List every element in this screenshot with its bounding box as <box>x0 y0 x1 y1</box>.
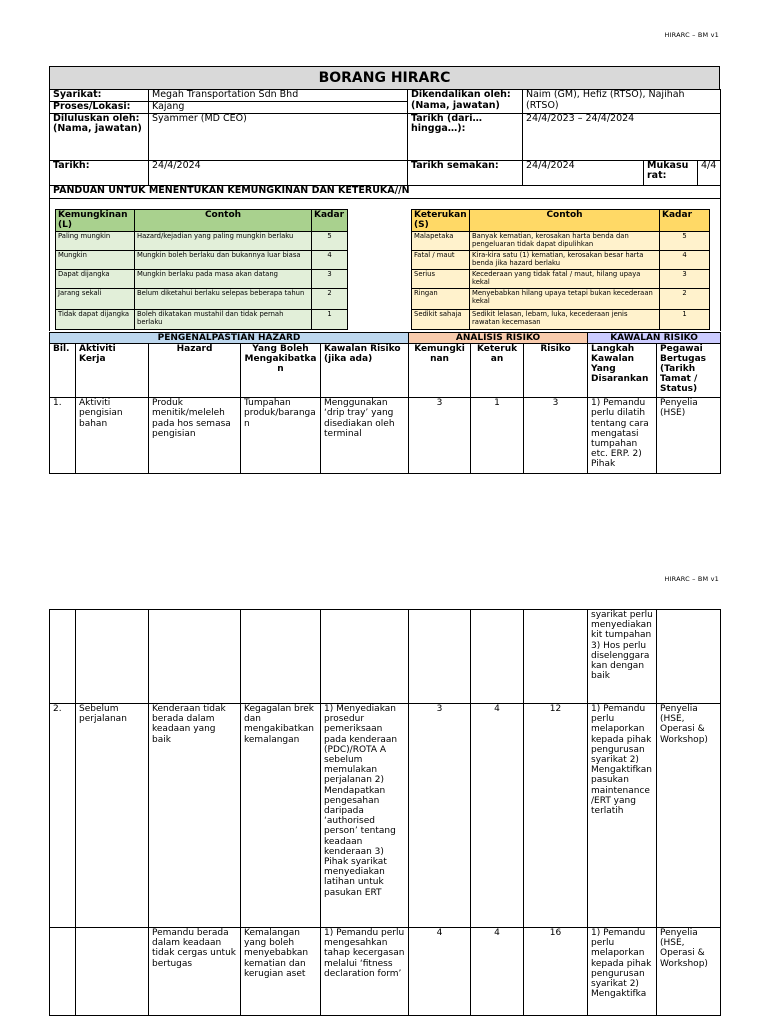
syarikat-value: Megah Transportation Sdn Bhd <box>149 90 408 102</box>
row1-langkah: 1) Pemandu perlu dilatih tentang cara mengatasi tumpahan etc. ERP. 2) Pihak <box>588 398 657 474</box>
severity-header-s: Keterukan (S) <box>412 210 470 232</box>
col-keterukan: Keterukan <box>471 344 524 398</box>
mukasurat-label: Mukasu rat: <box>644 160 698 185</box>
section-analisis: ANALISIS RISIKO <box>409 333 588 344</box>
row3-akibat: Kemalangan yang boleh menyebabkan kematian dan kerugian aset <box>241 928 321 1016</box>
tarikh-dari-label: Tarikh (dari… hingga…): <box>408 113 523 160</box>
likelihood-row: Tidak dapat dijangka <box>56 310 135 330</box>
mukasurat-value: 4/4 <box>698 160 721 185</box>
col-kemungkinan: Kemungkinan <box>409 344 471 398</box>
likelihood-rate: 1 <box>312 310 348 330</box>
severity-row: Serius <box>412 270 470 289</box>
col-akibat: Yang Boleh Mengakibatkan <box>241 344 321 398</box>
hirarc-table-page2 <box>49 609 721 1016</box>
row2-bil: 2. <box>50 704 76 928</box>
likelihood-example: Mungkin berlaku pada masa akan datang <box>135 270 312 289</box>
row3-hazard: Pemandu berada dalam keadaan tidak cergas untuk bertugas <box>149 928 241 1016</box>
severity-example: Sedikit lelasan, lebam, luka, kecederaan jenis rawatan kecemasan <box>470 310 660 330</box>
row2-keterukan: 4 <box>471 704 524 928</box>
likelihood-example: Belum diketahui berlaku selepas beberapa tahun <box>135 289 312 310</box>
severity-header-kadar: Kadar <box>660 210 710 232</box>
row2-aktiviti: Sebelum perjalanan <box>76 704 149 928</box>
likelihood-example: Mungkin boleh berlaku dan bukannya luar biasa <box>135 251 312 270</box>
row2-akibat: Kegagalan brek dan mengakibatkan kemalangan <box>241 704 321 928</box>
proses-label: Proses/Lokasi: <box>50 102 149 114</box>
row1-akibat: Tumpahan produk/barangan <box>241 398 321 474</box>
col-aktiviti: Aktiviti Kerja <box>76 344 149 398</box>
row1-cont-bil <box>50 610 76 704</box>
semakan-value: 24/4/2024 <box>523 160 644 185</box>
likelihood-example: Hazard/kejadian yang paling mungkin berlaku <box>135 232 312 251</box>
row3-aktiviti <box>76 928 149 1016</box>
row1-cont-kawalan <box>321 610 409 704</box>
likelihood-rate: 3 <box>312 270 348 289</box>
row1-cont-langkah: syarikat perlu menyediakan kit tumpahan 3) Hos perlu diselenggarakan dengan baik <box>588 610 657 704</box>
row1-kawalan: Menggunakan ‘drip tray’ yang disediakan oleh terminal <box>321 398 409 474</box>
row1-cont-aktiviti <box>76 610 149 704</box>
hirarc-table-page1 <box>49 332 721 474</box>
likelihood-rate: 4 <box>312 251 348 270</box>
row2-kawalan: 1) Menyediakan prosedur pemeriksaan pada kenderaan (PDC)/ROTA A sebelum memulakan perjalanan 2) Mendapatkan pengesahan daripada ‘authorised person’ tentang keadaan kenderaan 3) Pihak syarikat menyediakan latihan untuk pasukan ERT <box>321 704 409 928</box>
likelihood-row: Paling mungkin <box>56 232 135 251</box>
col-bil: Bil. <box>50 344 76 398</box>
row3-bil <box>50 928 76 1016</box>
panduan-heading: PANDUAN UNTUK MENENTUKAN KEMUNGKINAN DAN KETERUKA//N <box>50 185 721 198</box>
row1-aktiviti: Aktiviti pengisian bahan <box>76 398 149 474</box>
severity-example: Kira-kira satu (1) kematian, kerosakan besar harta benda jika hazard berlaku <box>470 251 660 270</box>
dikendalikan-value: Naim (GM), Hefiz (RTSO), Najihah (RTSO) <box>523 90 721 114</box>
likelihood-header-l: Kemungkinan (L) <box>56 210 135 232</box>
row1-kemungkinan: 3 <box>409 398 471 474</box>
row2-langkah: 1) Pemandu perlu melaporkan kepada pihak pengurusan syarikat 2) Mengaktifkan pasukan maintenance /ERT yang terlatih <box>588 704 657 928</box>
severity-rate: 2 <box>660 289 710 310</box>
col-langkah: Langkah Kawalan Yang Disarankan <box>588 344 657 398</box>
tarikh-value: 24/4/2024 <box>149 160 408 185</box>
form-title: BORANG HIRARC <box>49 66 720 90</box>
row1-cont-hazard <box>149 610 241 704</box>
col-kawalan: Kawalan Risiko (jika ada) <box>321 344 409 398</box>
likelihood-example: Boleh dikatakan mustahil dan tidak pernah berlaku <box>135 310 312 330</box>
col-hazard: Hazard <box>149 344 241 398</box>
severity-example: Kecederaan yang tidak fatal / maut, hilang upaya kekal <box>470 270 660 289</box>
row3-pegawai: Penyelia (HSE, Operasi & Workshop) <box>657 928 721 1016</box>
severity-rate: 5 <box>660 232 710 251</box>
likelihood-row: Mungkin <box>56 251 135 270</box>
row1-cont-kemungkinan <box>409 610 471 704</box>
severity-header-contoh: Contoh <box>470 210 660 232</box>
likelihood-row: Jarang sekali <box>56 289 135 310</box>
diluluskan-label: Diluluskan oleh: (Nama, jawatan) <box>50 113 149 160</box>
likelihood-row: Dapat dijangka <box>56 270 135 289</box>
severity-row: Fatal / maut <box>412 251 470 270</box>
severity-table <box>411 209 710 330</box>
syarikat-label: Syarikat: <box>50 90 149 102</box>
row1-cont-pegawai <box>657 610 721 704</box>
row3-kemungkinan: 4 <box>409 928 471 1016</box>
dikendalikan-label: Dikendalikan oleh: (Nama, jawatan) <box>408 90 523 114</box>
semakan-label: Tarikh semakan: <box>408 160 523 185</box>
row1-hazard: Produk menitik/meleleh pada hos semasa pengisian <box>149 398 241 474</box>
row2-hazard: Kenderaan tidak berada dalam keadaan yang baik <box>149 704 241 928</box>
row1-cont-keterukan <box>471 610 524 704</box>
severity-rate: 1 <box>660 310 710 330</box>
col-risiko: Risiko <box>524 344 588 398</box>
col-pegawai: Pegawai Bertugas (Tarikh Tamat / Status) <box>657 344 721 398</box>
row1-cont-akibat <box>241 610 321 704</box>
severity-row: Malapetaka <box>412 232 470 251</box>
row1-risiko: 3 <box>524 398 588 474</box>
severity-rate: 4 <box>660 251 710 270</box>
row1-bil: 1. <box>50 398 76 474</box>
severity-example: Menyebabkan hilang upaya tetapi bukan kecederaan kekal <box>470 289 660 310</box>
tarikh-label: Tarikh: <box>50 160 149 185</box>
tarikh-dari-value: 24/4/2023 – 24/4/2024 <box>523 113 721 160</box>
row3-risiko: 16 <box>524 928 588 1016</box>
severity-row: Ringan <box>412 289 470 310</box>
likelihood-table <box>55 209 348 330</box>
severity-row: Sedikit sahaja <box>412 310 470 330</box>
likelihood-rate: 2 <box>312 289 348 310</box>
section-pengenalpastian: PENGENALPASTIAN HAZARD <box>50 333 409 344</box>
page-label-top: HIRARC – BM v1 <box>664 31 719 39</box>
severity-rate: 3 <box>660 270 710 289</box>
row3-langkah: 1) Pemandu perlu melaporkan kepada pihak pengurusan syarikat 2) Mengaktifka <box>588 928 657 1016</box>
row1-keterukan: 1 <box>471 398 524 474</box>
row1-cont-risiko <box>524 610 588 704</box>
likelihood-header-kadar: Kadar <box>312 210 348 232</box>
row2-pegawai: Penyelia (HSE, Operasi & Workshop) <box>657 704 721 928</box>
severity-example: Banyak kematian, kerosakan harta benda dan pengeluaran tidak dapat dipulihkan <box>470 232 660 251</box>
row2-risiko: 12 <box>524 704 588 928</box>
diluluskan-value: Syammer (MD CEO) <box>149 113 408 160</box>
likelihood-rate: 5 <box>312 232 348 251</box>
row3-keterukan: 4 <box>471 928 524 1016</box>
likelihood-header-contoh: Contoh <box>135 210 312 232</box>
row3-kawalan: 1) Pemandu perlu mengesahkan tahap kecergasan melalui ‘fitness declaration form’ <box>321 928 409 1016</box>
section-kawalan: KAWALAN RISIKO <box>588 333 721 344</box>
page-label-second: HIRARC – BM v1 <box>664 575 719 583</box>
proses-value: Kajang <box>149 102 408 114</box>
row2-kemungkinan: 3 <box>409 704 471 928</box>
row1-pegawai: Penyelia (HSE) <box>657 398 721 474</box>
